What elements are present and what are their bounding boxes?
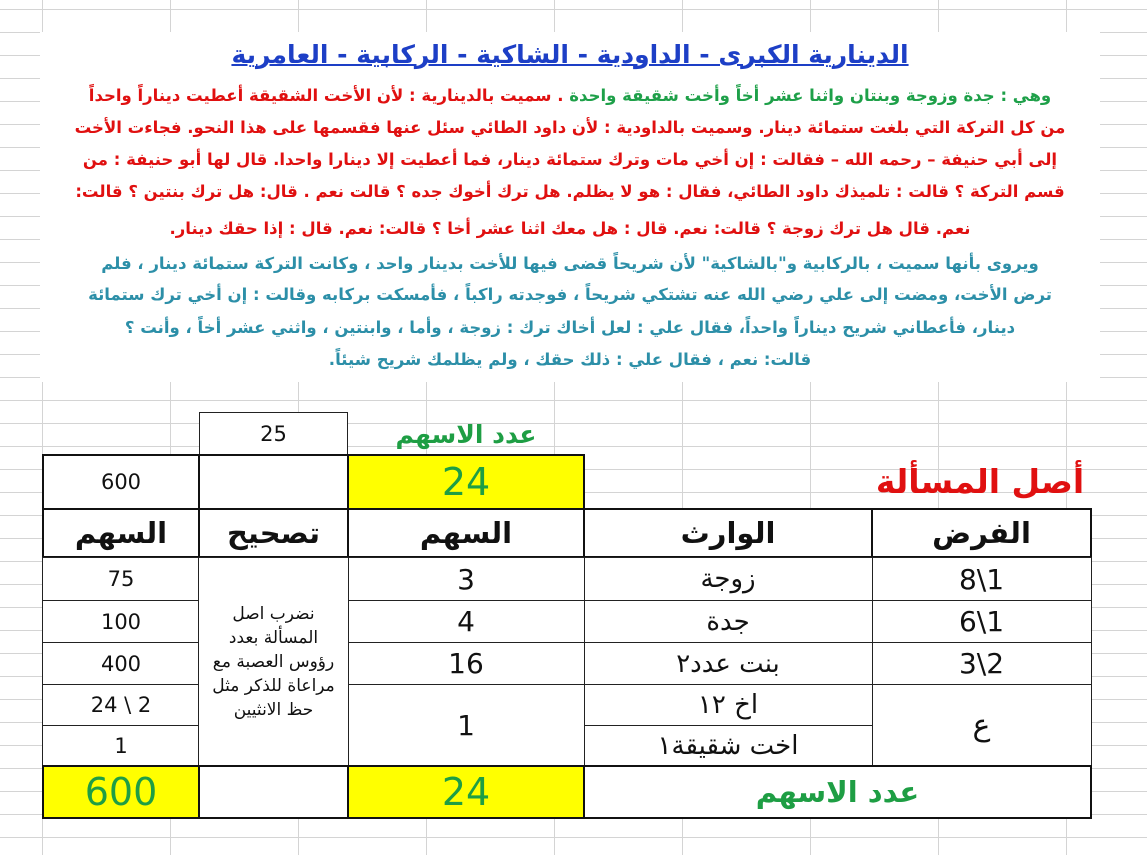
row-1-warith[interactable]: زوجة [583,557,873,601]
row-2-warith[interactable]: جدة [583,600,873,643]
row-1-sahm2[interactable]: 75 [42,557,200,601]
row-2-fard[interactable]: 1\6 [871,600,1092,643]
header-sahm2[interactable]: السهم [42,508,200,558]
text-line-7: ترض الأخت، ومضت إلى علي رضي الله عنه تشتكي شريحاً ، فوجدته راكباً ، فأمسكت بركابه وقالت : إن أخي ترك ستمائة [88,285,1052,304]
asaba-sahm2-sister[interactable]: 1 [42,725,200,767]
asaba-warith-brothers[interactable]: اخ ١٢ [583,684,873,726]
text-line-4: قسم التركة ؟ قالت : تلميذك داود الطائي، فقال : هو لا يظلم. هل ترك أخوك جده ؟ قالت نعم . قال: هل ترك بنتين ؟ قالت: [75,182,1065,201]
text-block [40,32,1100,382]
header-tashih[interactable]: تصحيح [198,508,349,558]
asaba-sahm2-brothers[interactable]: 24 \ 2 [42,684,200,726]
row-2-sahm2[interactable]: 100 [42,600,200,643]
footer-total[interactable]: 600 [42,765,200,819]
text-line-1 [40,86,1100,105]
asaba-warith-sister[interactable]: اخت شقيقة١ [583,725,873,767]
cell-top-value[interactable]: 25 [199,412,348,455]
text-line-6: ويروى بأنها سميت ، بالركابية و"بالشاكية" لأن شريحاً قضى فيها للأخت بدينار واحد ، وكانت التركة ستمائة دينار ، فلم [101,254,1039,273]
text-line-1-part-b: . سميت بالدينارية : لأن الأخت الشقيقة أعطيت ديناراً واحداً [88,86,564,105]
header-fard[interactable]: الفرض [871,508,1092,558]
row-1-fard[interactable]: 1\8 [871,557,1092,601]
cell-empty-top[interactable] [198,454,349,510]
row-3-sahm[interactable]: 16 [347,642,585,685]
row-3-fard[interactable]: 2\3 [871,642,1092,685]
asl-label: أصل المسألة [875,461,1085,501]
cell-total-600-top[interactable]: 600 [42,454,200,510]
shares-label-top: عدد الاسهم [395,419,537,449]
row-1-sahm[interactable]: 3 [347,557,585,601]
footer-sum[interactable]: 24 [347,765,585,819]
page-title: الدينارية الكبرى - الداودية - الشاكية - الركابية - العامرية [231,40,909,69]
text-line-1-part-a: وهي : جدة وزوجة وبنتان واثنا عشر أخاً وأخت شقيقة واحدة [569,86,1052,105]
asaba-fard[interactable]: ع [871,684,1092,767]
footer-empty[interactable] [198,765,349,819]
text-line-2: من كل التركة التي بلغت ستمائة دينار. وسميت بالداودية : لأن داود الطائي سئل عنها فقسمها على هذا النحو. فجاءت الأخت [74,118,1066,137]
footer-shares-label[interactable]: عدد الاسهم [583,765,1092,819]
row-3-sahm2[interactable]: 400 [42,642,200,685]
asaba-sahm[interactable]: 1 [347,684,585,767]
row-3-warith[interactable]: بنت عدد٢ [583,642,873,685]
text-line-9: قالت: نعم ، فقال علي : ذلك حقك ، ولم يظلمك شريح شيئاً. [328,350,812,369]
text-line-3: إلى أبي حنيفة – رحمه الله – فقالت : إن أخي مات وترك ستمائة دينار، فما أعطيت إلا دينارا واحدا. قال لها أبو حنيفة : من [82,150,1058,169]
text-line-5: نعم. قال هل ترك زوجة ؟ قالت: نعم. قال : هل معك اثنا عشر أخا ؟ قالت: نعم. قال : إذا حقك دينار. [169,219,971,238]
row-2-sahm[interactable]: 4 [347,600,585,643]
header-warith[interactable]: الوارث [583,508,873,558]
cell-asl-value[interactable]: 24 [347,454,585,510]
tashih-note[interactable]: نضرب اصل المسألة بعدد رؤوس العصبة مع مراعاة للذكر مثل حظ الانثيين [198,557,349,767]
text-line-8: دينار، فأعطاني شريح ديناراً واحداً، فقال علي : لعل أخاك ترك : زوجة ، وأما ، وابنتين ، واثني عشر أخاً ، وأنت ؟ [124,318,1016,337]
header-sahm[interactable]: السهم [347,508,585,558]
